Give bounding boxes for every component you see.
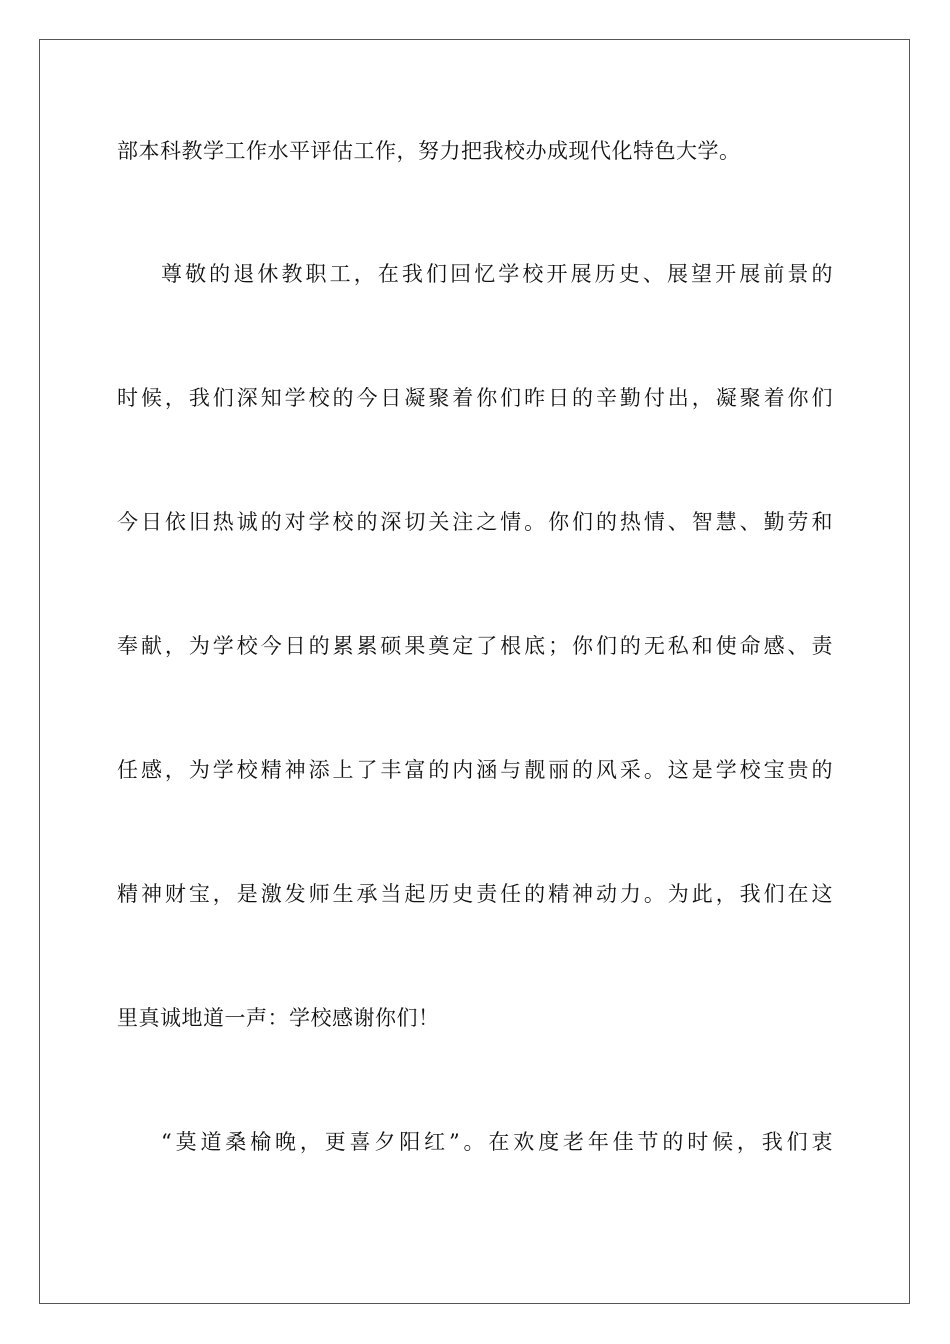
text-line-8: 里真诚地道一声：学校感谢你们！: [117, 1006, 440, 1030]
text-line-4: 今日依旧热诚的对学校的深切关注之情。你们的热情、智慧、勤劳和: [117, 510, 833, 534]
text-line-6: 任感，为学校精神添上了丰富的内涵与靓丽的风采。这是学校宝贵的: [117, 758, 833, 782]
text-line-1: 部本科教学工作水平评估工作，努力把我校办成现代化特色大学。: [117, 139, 741, 163]
text-line-9: “莫道桑榆晚，更喜夕阳红”。在欢度老年佳节的时候，我们衷: [161, 1130, 833, 1154]
page-border: [39, 39, 910, 1304]
text-line-3: 时候，我们深知学校的今日凝聚着你们昨日的辛勤付出，凝聚着你们: [117, 386, 833, 410]
text-line-5: 奉献，为学校今日的累累硕果奠定了根底；你们的无私和使命感、责: [117, 634, 833, 658]
text-line-2: 尊敬的退休教职工，在我们回忆学校开展历史、展望开展前景的: [161, 262, 833, 286]
text-line-7: 精神财宝，是激发师生承当起历史责任的精神动力。为此，我们在这: [117, 882, 833, 906]
